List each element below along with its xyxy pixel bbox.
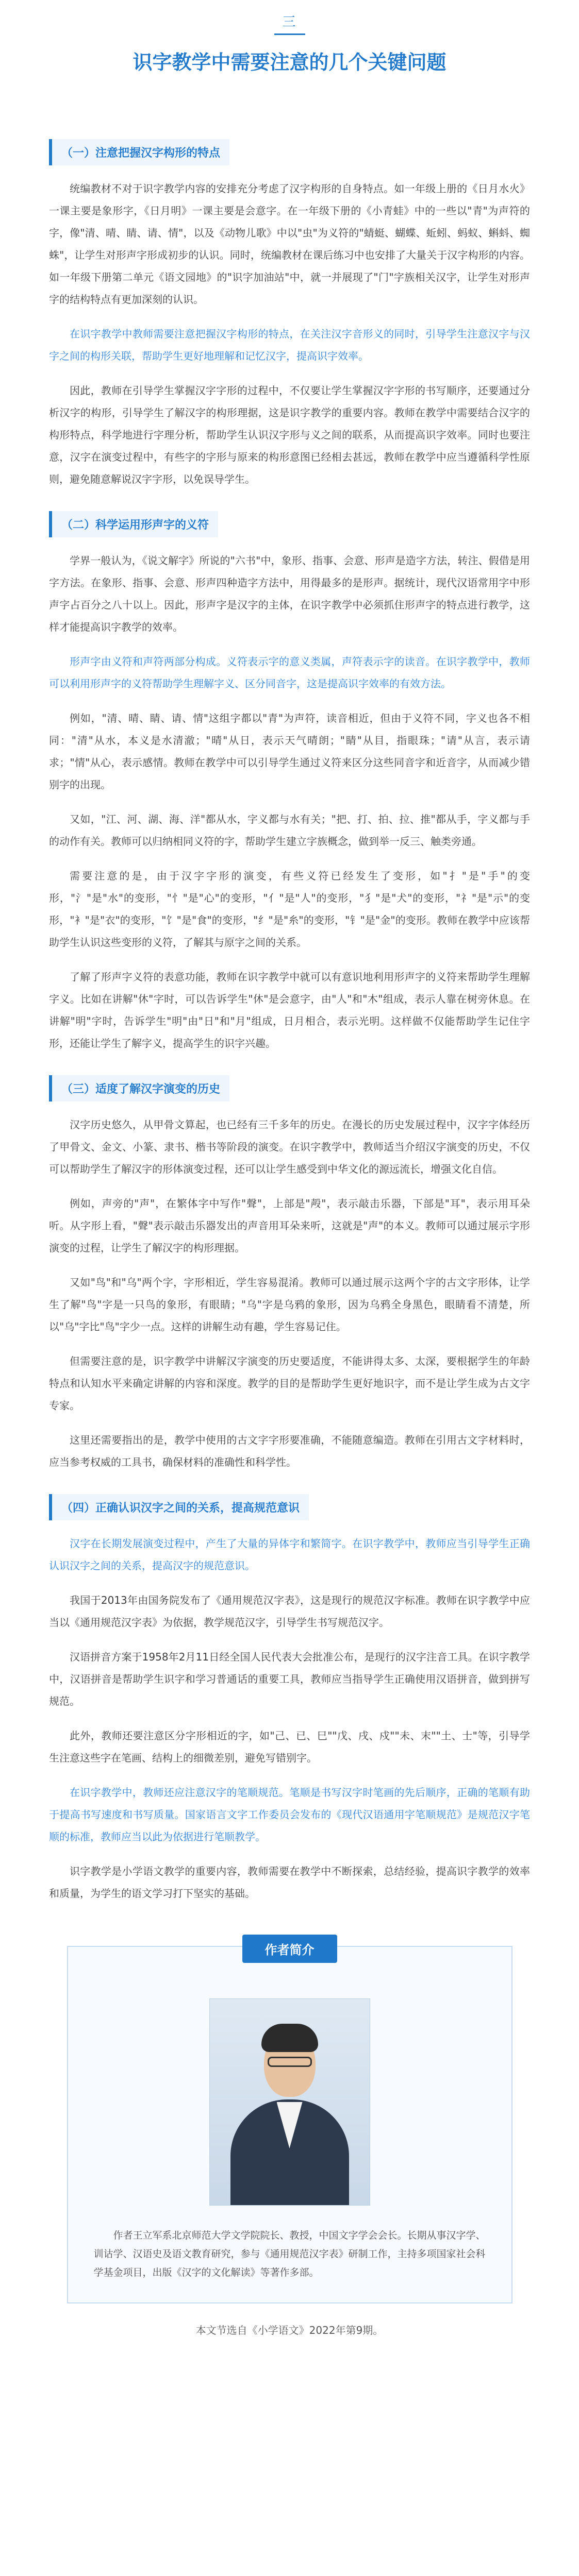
paragraph: 例如，"清、晴、睛、请、情"这组字都以"青"为声符，读音相近，但由于义符不同，字义也各不相同："清"从水，本义是水清澈；"晴"从日，表示天气晴朗；"睛"从目，指眼珠；"请"从言，表示请求；"情"从心，表示感情。教师在教学中可以引导学生通过义符来区分这些同音字和近音字，从而减少错别字的出现。	[49, 712, 530, 791]
paragraph: 但需要注意的是，识字教学中讲解汉字演变的历史要适度，不能讲得太多、太深，要根据学生的年龄特点和认知水平来确定讲解的内容和深度。教学的目的是帮助学生更好地识字，而不是让学生成为古文字专家。	[49, 1355, 530, 1412]
header-divider	[274, 33, 305, 35]
paragraph: 学界一般认为，《说文解字》所说的"六书"中，象形、指事、会意、形声是造字方法，转注、假借是用字方法。在象形、指事、会意、形声四种造字方法中，用得最多的是形声。据统计，现代汉语常用字中形声字占百分之八十以上。因此，形声字是汉字的主体，在识字教学中必须抓住形声字的特点进行教学，这样才能提高识字教学的效率。	[49, 554, 530, 633]
article-title: 识字教学中需要注意的几个关键问题	[133, 51, 446, 74]
section-title: （三）适度了解汉字演变的历史	[49, 1075, 229, 1101]
paragraph: 汉字历史悠久，从甲骨文算起，也已经有三千多年的历史。在漫长的历史发展过程中，汉字字体经历了甲骨文、金文、小篆、隶书、楷书等阶段的演变。在识字教学中，教师适当介绍汉字演变的历史，不仅可以帮助学生了解汉字的形体演变过程，还可以让学生感受到中华文化的源远流长，增强文化自信。	[49, 1118, 530, 1175]
author-photo	[209, 1998, 370, 2206]
source-note: 本文节选自《小学语文》2022年第9期。	[195, 2324, 384, 2336]
article-body	[0, 139, 579, 1905]
chapter-number: 三	[282, 14, 297, 30]
paragraph: 需要注意的是，由于汉字字形的演变，有些义符已经发生了变形，如"扌"是"手"的变形，"氵"是"水"的变形，"忄"是"心"的变形，"亻"是"人"的变形，"犭"是"犬"的变形，"礻"是"示"的变形，"衤"是"衣"的变形，"饣"是"食"的变形，"纟"是"糸"的变形，"钅"是"金"的变形。教师在教学中应该帮助学生认识这些变形的义符，了解其与原字之间的关系。	[49, 870, 530, 948]
section-title: （四）正确认识汉字之间的关系，提高规范意识	[49, 1494, 309, 1520]
paragraph: 因此，教师在引导学生掌握汉字字形的过程中，不仅要让学生掌握汉字字形的书写顺序，还要通过分析汉字的构形，引导学生了解汉字的构形理据，这是识字教学的重要内容。教师在教学中需要结合汉字的构形特点，科学地进行字理分析，帮助学生认识汉字形与义之间的联系，从而提高识字效率。同时也要注意，汉字在演变过程中，有些字的字形与原来的构形意图已经相去甚远，教师在教学中应当遵循科学性原则，避免随意解说汉字字形，以免误导学生。	[49, 384, 530, 485]
paragraph: 这里还需要指出的是，教学中使用的古文字字形要准确，不能随意编造。教师在引用古文字材料时，应当参考权威的工具书，确保材料的准确性和科学性。	[49, 1434, 530, 1468]
paragraph: 例如，声旁的"声"，在繁体字中写作"聲"，上部是"殸"，表示敲击乐器，下部是"耳"，表示用耳朵听。从字形上看，"聲"表示敲击乐器发出的声音用耳朵来听，这就是"声"的本义。教师可以通过展示字形演变的过程，让学生了解汉字的构形理据。	[49, 1197, 530, 1254]
section-4	[49, 1494, 530, 1905]
paragraph: 又如，"江、河、湖、海、洋"都从水，字义都与水有关；"把、打、拍、拉、推"都从手，字义都与手的动作有关。教师可以归纳相同义符的字，帮助学生建立字族概念，做到举一反三、触类旁通。	[49, 813, 530, 848]
highlight-paragraph: 在识字教学中教师需要注意把握汉字构形的特点，在关注汉字音形义的同时，引导学生注意汉字与汉字之间的构形关联，帮助学生更好地理解和记忆汉字，提高识字效率。	[49, 328, 530, 362]
highlight-paragraph: 形声字由义符和声符两部分构成。义符表示字的意义类属，声符表示字的读音。在识字教学中，教师可以利用形声字的义符帮助学生理解字义、区分同音字，这是提高识字效率的有效方法。	[49, 655, 530, 690]
section-title: （一）注意把握汉字构形的特点	[49, 139, 229, 165]
paragraph: 又如"鸟"和"乌"两个字，字形相近，学生容易混淆。教师可以通过展示这两个字的古文字形体，让学生了解"鸟"字是一只鸟的象形，有眼睛；"乌"字是乌鸦的象形，因为乌鸦全身黑色，眼睛看不清楚，所以"乌"字比"鸟"字少一点。这样的讲解生动有趣，学生容易记住。	[49, 1276, 530, 1333]
highlight-paragraph: 在识字教学中，教师还应注意汉字的笔顺规范。笔顺是书写汉字时笔画的先后顺序，正确的笔顺有助于提高书写速度和书写质量。国家语言文字工作委员会发布的《现代汉语通用字笔顺规范》是规范汉字笔顺的标准，教师应当以此为依据进行笔顺教学。	[49, 1786, 530, 1843]
paragraph: 我国于2013年由国务院发布了《通用规范汉字表》，这是现行的规范汉字标准。教师在识字教学中应当以《通用规范汉字表》为依据，教学规范汉字，引导学生书写规范汉字。	[49, 1594, 530, 1629]
paragraph: 识字教学是小学语文教学的重要内容，教师需要在教学中不断探索，总结经验，提高识字教学的效率和质量，为学生的语文学习打下坚实的基础。	[49, 1865, 530, 1900]
paragraph: 汉语拼音方案于1958年2月11日经全国人民代表大会批准公布，是现行的汉字注音工具。在识字教学中，汉语拼音是帮助学生识字和学习普通话的重要工具，教师应当指导学生正确使用汉语拼音，做到拼写规范。	[49, 1651, 530, 1707]
section-1	[49, 139, 530, 490]
article-header	[0, 0, 579, 118]
section-3	[49, 1075, 530, 1473]
paragraph: 此外，教师还要注意区分字形相近的字，如"己、已、巳""戊、戌、戍""未、末""土、士"等，引导学生注意这些字在笔画、结构上的细微差别，避免写错别字。	[49, 1730, 530, 1764]
paragraph: 了解了形声字义符的表意功能，教师在识字教学中就可以有意识地利用形声字的义符来帮助学生理解字义。比如在讲解"休"字时，可以告诉学生"休"是会意字，由"人"和"木"组成，表示人靠在树旁休息。在讲解"明"字时，告诉学生"明"由"日"和"月"组成，日月相合，表示光明。这样做不仅能帮助学生记住字形，还能让学生了解字义，提高学生的识字兴趣。	[49, 971, 530, 1049]
author-badge: 作者简介	[242, 1935, 337, 1963]
highlight-paragraph: 汉字在长期发展演变过程中，产生了大量的异体字和繁简字。在识字教学中，教师应当引导学生正确认识汉字之间的关系，提高汉字的规范意识。	[49, 1537, 530, 1572]
author-card	[67, 1943, 512, 2303]
section-title: （二）科学运用形声字的义符	[49, 511, 218, 537]
author-bio: 作者王立军系北京师范大学文学院院长、教授，中国文字学会会长。长期从事汉字学、训诂学、汉语史及语文教育研究，参与《通用规范汉字表》研制工作，主持多项国家社会科学基金项目，出版《汉字的文化解读》等著作多部。	[93, 2230, 486, 2278]
section-2	[49, 511, 530, 1055]
paragraph: 统编教材不对于识字教学内容的安排充分考虑了汉字构形的自身特点。如一年级上册的《日月水火》一课主要是象形字，《日月明》一课主要是会意字。在一年级下册的《小青蛙》中的一些以"青"为声符的字，像"清、晴、睛、请、情"，以及《动物儿歌》中以"虫"为义符的"蜻蜓、蝴蝶、蚯蚓、蚂蚁、蝌蚪、蜘蛛"，让学生对形声字形成初步的认识。同时，统编教材在课后练习中也安排了大量关于汉字构形的内容。如一年级下册第二单元《语文园地》的"识字加油站"中，就一并展现了"门"字族相关汉字，让学生对形声字的结构特点有更加深刻的认识。	[49, 182, 530, 306]
